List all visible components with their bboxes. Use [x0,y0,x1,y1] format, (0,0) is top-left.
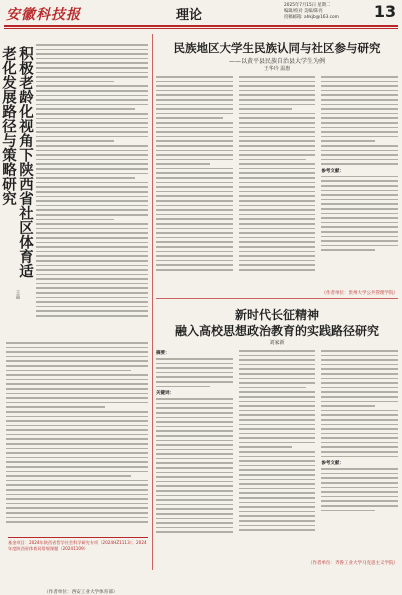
left-article-title: 积极老龄化视角下陕西省社区体育适老化发展路径与策略研究 [0,46,34,278]
rt-article-author: 王华玲 温惠 [263,66,291,72]
fund-note-text: 基金项目：2024年陕西省哲学社会科学研究专项（2024HZ1113）；2024年度陕西省体育局常规课题（20241109） [8,540,147,551]
rb-article-author: 刘家新 [269,340,285,346]
left-article-body-lower [6,342,148,494]
rb-article-title-line1: 新时代长征精神 [234,308,319,322]
right-top-article [156,34,398,296]
article-divider [156,298,398,299]
rb-article-affiliation: （作者单位：齐鲁工业大学马克思主义学院） [308,561,398,566]
rt-article-affiliation: （作者单位：贵州大学公共管理学院） [321,291,398,296]
rb-references-label: 参考文献： [321,461,344,467]
text-column [239,350,316,550]
rt-references-label: 参考文献： [321,168,344,174]
text-column [156,76,233,286]
text-block [36,44,148,317]
keywords-label: 关键词： [156,391,174,397]
rb-article-title-line2: 融入高校思想政治教育的实践路径研究 [174,324,379,338]
issue-date: 2025年7月15日 星期二 [284,3,331,8]
rb-article-body [156,350,398,550]
text-column [156,350,233,550]
rt-article-body [156,76,398,286]
text-column [321,350,398,550]
issue-info [284,3,369,21]
issue-email: 投稿邮箱: ahkjb@163.com [284,15,339,20]
page-number: 13 [373,2,397,21]
text-column [321,76,398,286]
section-title: 理论 [176,8,203,23]
header-rule [4,25,398,27]
header-rule-thin [4,28,398,29]
text-column [239,76,316,286]
masthead-logo: 安徽科技报 [6,7,81,23]
rt-article-subtitle: ——以黄平县民族自治县大学生为例 [228,58,325,65]
column-divider [152,34,153,570]
left-article-author: 王晶 [15,290,20,299]
rt-article-title: 民族地区大学生民族认同与社区参与研究 [173,41,381,55]
left-article [0,32,150,595]
issue-editor: 编辑/校对 美编/陈亮 [284,9,323,14]
abstract-label: 摘要： [156,351,170,356]
right-bottom-article [156,300,398,572]
fund-note [8,537,148,580]
left-article-affiliation: （作者单位：西安工业大学体育部） [44,590,118,595]
